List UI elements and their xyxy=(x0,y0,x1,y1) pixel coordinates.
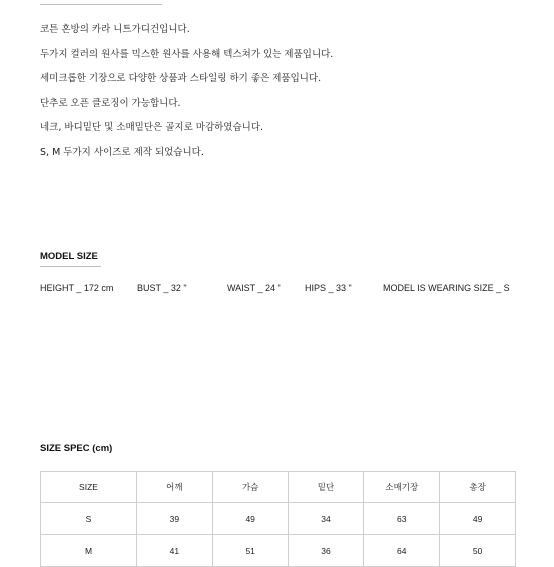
table-cell: 63 xyxy=(364,503,440,535)
model-waist: WAIST _ 24 " xyxy=(227,283,281,293)
table-cell: S xyxy=(41,503,137,535)
table-cell: 49 xyxy=(212,503,288,535)
description-line: 단추로 오픈 클로징이 가능합니다. xyxy=(40,97,181,109)
header-sleeve-length: 소매기장 xyxy=(364,472,440,503)
model-hips: HIPS _ 33 " xyxy=(305,283,352,293)
header-chest: 가슴 xyxy=(212,472,288,503)
model-wearing-size: MODEL IS WEARING SIZE _ S xyxy=(383,283,510,293)
product-description xyxy=(40,18,333,166)
description-line: 두가지 컬러의 원사를 믹스한 원사를 사용해 텍스쳐가 있는 제품입니다. xyxy=(40,48,334,60)
model-size-title: MODEL SIZE xyxy=(40,251,98,262)
table-cell: 39 xyxy=(137,503,213,535)
model-size-underline xyxy=(40,266,101,267)
top-divider xyxy=(40,4,162,5)
description-line: S, M 두가지 사이즈로 제작 되었습니다. xyxy=(40,146,204,158)
model-height: HEIGHT _ 172 cm xyxy=(40,283,114,293)
size-spec-header-row xyxy=(41,472,516,503)
table-cell: 36 xyxy=(288,535,364,567)
model-bust: BUST _ 32 " xyxy=(137,283,187,293)
table-row xyxy=(41,535,516,567)
description-line: 세미크롭한 기장으로 다양한 상품과 스타일링 하기 좋은 제품입니다. xyxy=(40,73,322,85)
table-cell: 64 xyxy=(364,535,440,567)
description-line: 코튼 혼방의 카라 니트가디건입니다. xyxy=(40,24,190,35)
table-cell: 49 xyxy=(440,503,516,535)
header-hem: 밑단 xyxy=(288,472,364,503)
table-row xyxy=(41,503,516,535)
header-shoulder: 어깨 xyxy=(137,472,213,503)
table-cell: 51 xyxy=(212,535,288,567)
table-cell: 41 xyxy=(137,535,213,567)
table-cell: 50 xyxy=(440,535,516,567)
size-spec-title: SIZE SPEC (cm) xyxy=(40,443,113,454)
table-cell: 34 xyxy=(288,503,364,535)
size-spec-table xyxy=(40,471,516,567)
table-cell: M xyxy=(41,535,137,567)
header-size: SIZE xyxy=(41,472,137,503)
description-line: 네크, 바디밑단 및 소매밑단은 골지로 마감하였습니다. xyxy=(40,122,264,134)
header-total-length: 총장 xyxy=(440,472,516,503)
